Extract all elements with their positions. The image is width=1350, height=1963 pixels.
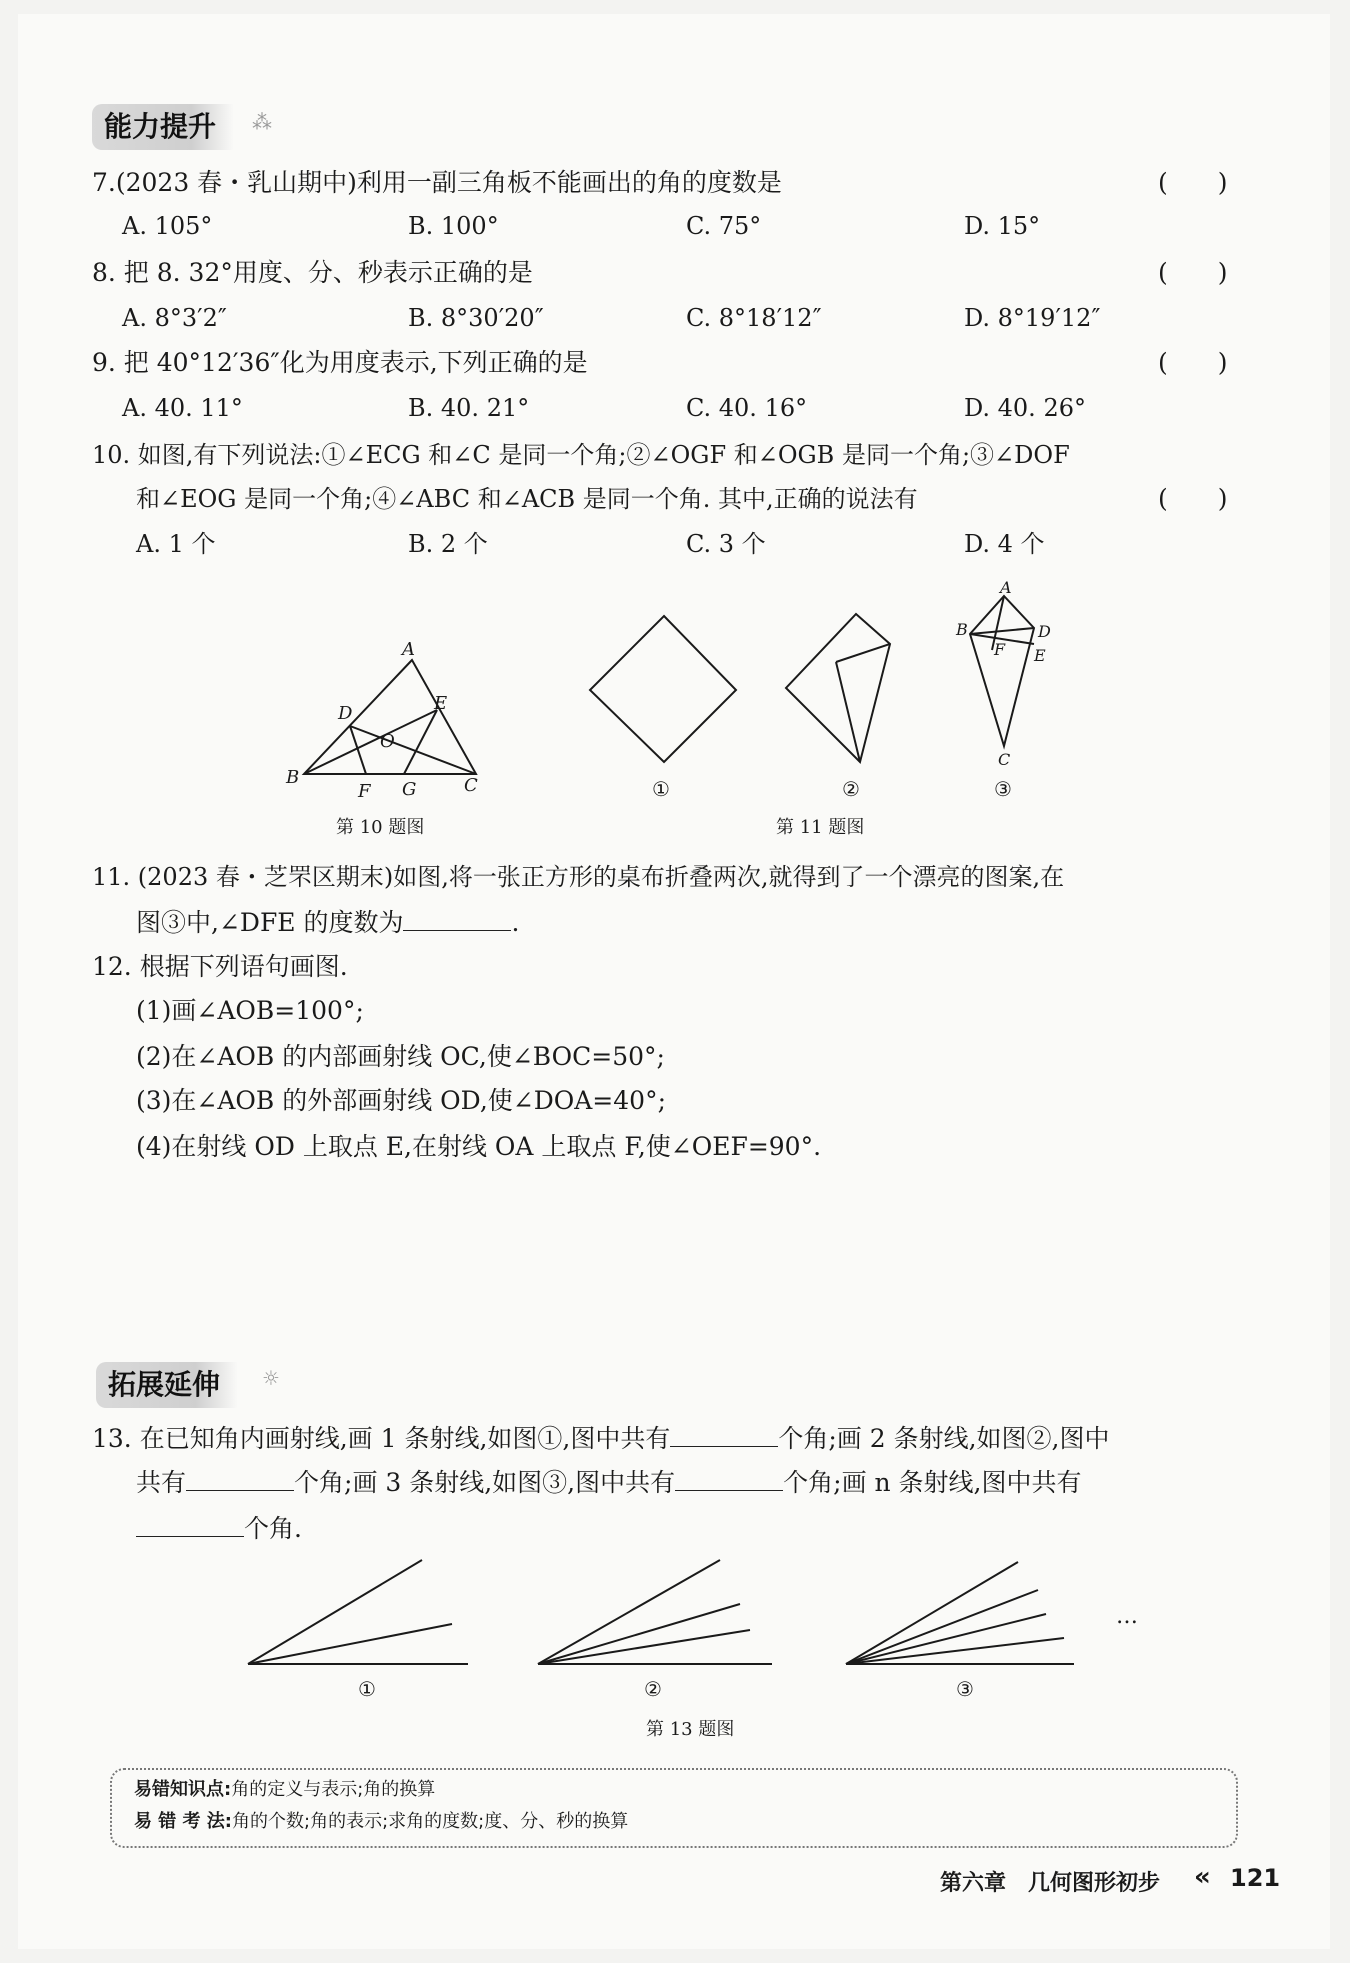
point-label-a: A [402,639,415,660]
page-number: 121 [1230,1864,1281,1892]
figure-mark-2: ② [842,777,860,801]
figure-mark-3: ③ [994,777,1012,801]
question-13-text: 个角;画 n 条射线,图中共有 [783,1468,1082,1497]
question-12-item-2: (2)在∠AOB 的内部画射线 OC,使∠BOC=50°; [136,1042,665,1071]
note-key: 易错知识点: [134,1779,232,1800]
question-13-text: 共有 [136,1468,187,1497]
option-c: C. 8°18′12″ [686,304,822,332]
question-13-text: 个角;画 3 条射线,如图③,图中共有 [294,1468,676,1497]
option-a: A. 40. 11° [122,394,243,422]
question-10-line1: 10. 如图,有下列说法:①∠ECG 和∠C 是同一个角;②∠OGF 和∠OGB 是同一个角;③∠DOF [92,441,1070,469]
question-13-text: 个角. [244,1514,302,1543]
question-8-stem: 8. 把 8. 32°用度、分、秒表示正确的是 [92,258,533,287]
point-label-e: E [1034,646,1046,665]
figure-mark-1: ① [652,777,670,801]
point-label-g: G [402,779,417,800]
figure-10-caption: 第 10 题图 [336,817,425,838]
question-13-text: 13. 在已知角内画射线,画 1 条射线,如图①,图中共有 [92,1424,671,1453]
option-b: B. 2 个 [408,530,488,558]
question-12-stem: 12. 根据下列语句画图. [92,952,348,981]
option-a: A. 1 个 [136,530,216,558]
figure-13-caption: 第 13 题图 [646,1719,735,1740]
double-chevron-icon: « [1194,1862,1211,1892]
figure-mark-1: ① [358,1677,376,1701]
question-10-line2: 和∠EOG 是同一个角;④∠ABC 和∠ACB 是同一个角. 其中,正确的说法有 [136,485,918,513]
figure-11-caption: 第 11 题图 [776,817,865,838]
figure-mark-3: ③ [956,1677,974,1701]
point-label-c: C [998,750,1011,769]
section-title: 能力提升 [104,110,217,143]
question-12-item-4: (4)在射线 OD 上取点 E,在射线 OA 上取点 F,使∠OEF=90°. [136,1132,822,1161]
question-13-text: 个角;画 2 条射线,如图②,图中 [778,1424,1110,1453]
answer-paren: ( ) [1158,168,1228,197]
note-value: 角的定义与表示;角的换算 [231,1779,436,1800]
lightbulb-icon: ☼ [262,1366,280,1390]
answer-paren: ( ) [1158,484,1228,513]
note-line-1 [134,1778,435,1802]
answer-paren: ( ) [1158,348,1228,377]
option-d: D. 40. 26° [964,394,1086,422]
note-line-2 [134,1810,628,1834]
point-label-f: F [994,640,1006,659]
point-label-b: B [286,767,300,788]
option-a: A. 105° [122,212,213,240]
answer-paren: ( ) [1158,258,1228,287]
option-d: D. 15° [964,212,1041,240]
option-b: B. 100° [408,212,499,240]
option-c: C. 75° [686,212,762,240]
question-12-item-3: (3)在∠AOB 的外部画射线 OD,使∠DOA=40°; [136,1086,666,1115]
point-label-c: C [464,775,478,796]
note-value: 角的个数;角的表示;求角的度数;度、分、秒的换算 [232,1811,629,1832]
question-7-stem: 7.(2023 春・乳山期中)利用一副三角板不能画出的角的度数是 [92,168,782,197]
chapter-title: 第六章 几何图形初步 [940,1871,1161,1896]
question-11-end: . [511,908,520,937]
point-label-f: F [358,781,371,802]
option-b: B. 8°30′20″ [408,304,544,332]
note-key: 易 错 考 法: [134,1811,232,1832]
figure-mark-2: ② [644,1677,662,1701]
question-11-line1: 11. (2023 春・芝罘区期末)如图,将一张正方形的桌布折叠两次,就得到了一个漂亮的图案,在 [92,863,1065,891]
point-label-e: E [434,693,448,714]
option-d: D. 4 个 [964,530,1045,558]
option-c: C. 3 个 [686,530,766,558]
option-a: A. 8°3′2″ [122,304,227,332]
point-label-d: D [338,703,353,724]
question-12-item-1: (1)画∠AOB=100°; [136,996,364,1025]
point-label-o: O [380,731,395,752]
option-c: C. 40. 16° [686,394,808,422]
option-b: B. 40. 21° [408,394,530,422]
point-label-b: B [956,620,968,639]
option-d: D. 8°19′12″ [964,304,1101,332]
question-11-text: 图③中,∠DFE 的度数为 [136,908,404,937]
point-label-d: D [1038,622,1051,641]
question-9-stem: 9. 把 40°12′36″化为用度表示,下列正确的是 [92,348,588,377]
section-title: 拓展延伸 [108,1368,221,1401]
sparkle-icon: ⁂ [252,110,272,134]
ellipsis: … [1116,1604,1138,1629]
point-label-a: A [1000,578,1012,597]
